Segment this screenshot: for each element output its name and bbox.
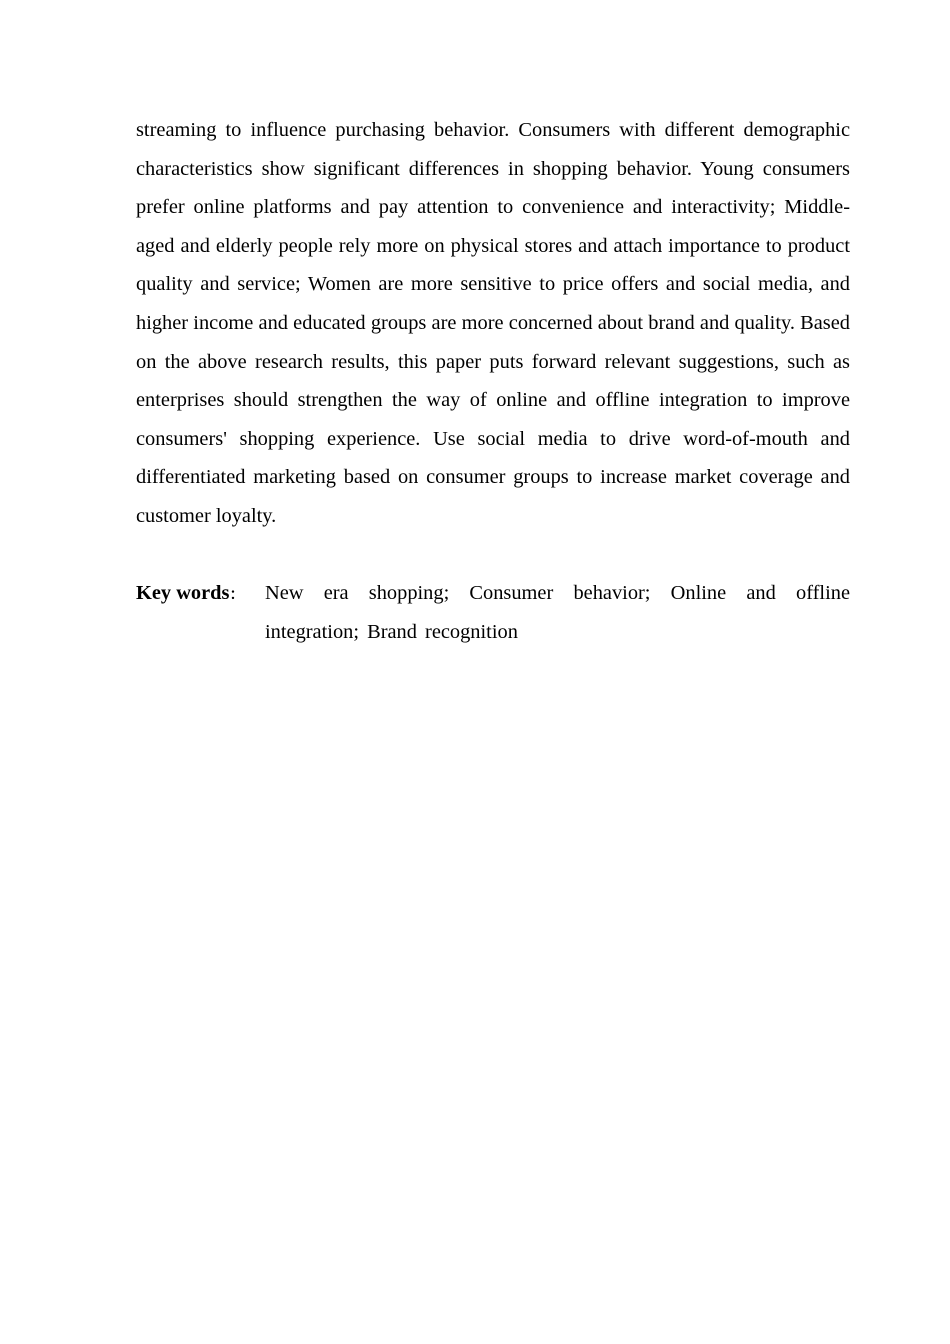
keywords-list: New era shopping; Consumer behavior; Online and offline integration; Brand recognition	[265, 582, 850, 643]
keywords-label: Key words	[136, 582, 230, 604]
keywords-separator: ：	[229, 587, 245, 603]
keywords-section	[136, 574, 850, 651]
abstract-paragraph: streaming to influence purchasing behavior. Consumers with different demographic characteristics show significant differences in shopping behavior. Young consumers prefer online platforms and pay attention to convenience and interactivity; Middle-aged and elderly people rely more on physical stores and attach importance to product quality and service; Women are more sensitive to price offers and social media, and higher income and educated groups are more concerned about brand and quality. Based on the above research results, this paper puts forward relevant suggestions, such as enterprises should strengthen the way of online and offline integration to improve consumers' shopping experience. Use social media to drive word-of-mouth and differentiated marketing based on consumer groups to increase market coverage and customer loyalty.	[136, 119, 850, 527]
keywords-label-group	[136, 574, 265, 651]
